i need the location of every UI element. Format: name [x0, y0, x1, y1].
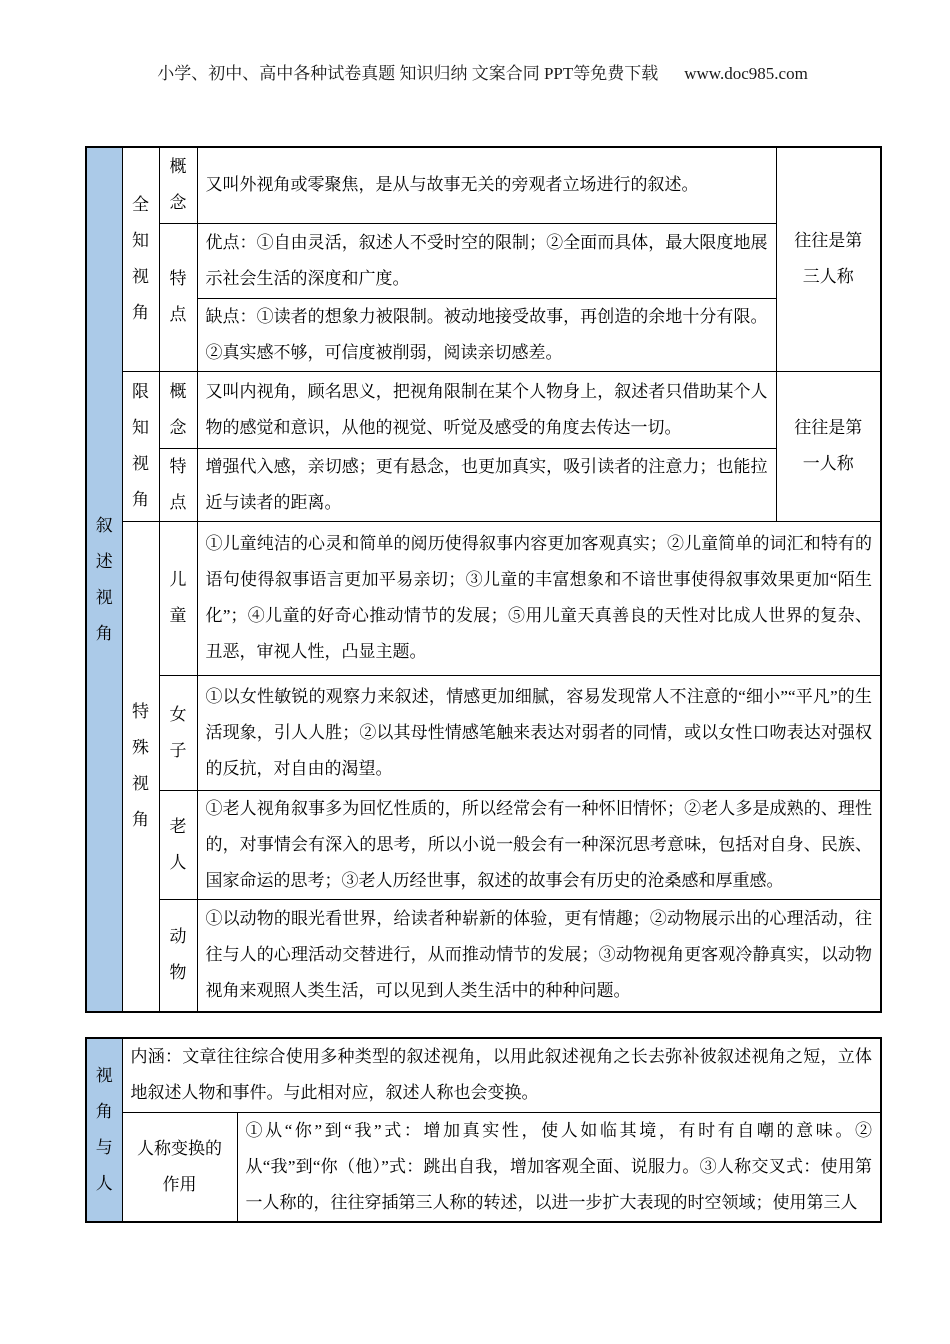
special-row-text-animal: ①以动物的眼光看世界，给读者种崭新的体验，更有情趣；②动物展示出的心理活动，往往与人的心理活动交替进行，从而推动情节的发展；③动物视角更客观冷静真实，以动物视角来观照人类生活，可以见到人类生活中的种种问题。: [197, 899, 881, 1012]
special-row-label-cell: [159, 521, 197, 675]
omniscient-section-cell: [122, 147, 159, 371]
special-row-label-elder: 老人: [169, 816, 187, 872]
omniscient-concept-label-cell: [159, 147, 197, 223]
side-header-label-perspective-person: 视角与人: [95, 1065, 113, 1193]
side-header-label: 叙述视角: [95, 515, 113, 643]
omniscient-concept-label: 概念: [169, 157, 187, 213]
page-header: [85, 64, 880, 84]
special-row-label-woman: 女子: [169, 704, 187, 760]
special-section-cell: [122, 521, 159, 1012]
limited-concept-label-cell: [159, 371, 197, 448]
omniscient-section-label: 全知视角: [132, 195, 149, 323]
connotation-text: 内涵：文章往往综合使用多种类型的叙述视角，以用此叙述视角之长去弥补彼叙述视角之短，立体地叙述人物和事件。与此相对应，叙述人称也会变换。: [122, 1038, 881, 1112]
special-section-label: 特殊视角: [132, 702, 149, 830]
person-change-text: ①从“你”到“我”式：增加真实性，使人如临其境，有时有自嘲的意味。②从“我”到“你（他）”式：跳出自我，增加客观全面、说服力。③人称交叉式：使用第一人称的，往往穿插第三人称的转述，以进一步扩大表现的时空领域；使用第三人: [237, 1112, 881, 1222]
limited-section-label: 限知视角: [132, 382, 149, 509]
limited-feature-text: 增强代入感，亲切感；更有悬念，也更加真实，吸引读者的注意力；也能拉近与读者的距离。: [197, 448, 776, 521]
special-row-label-cell: [159, 790, 197, 899]
limited-feature-label-cell: [159, 448, 197, 521]
omniscient-person-cell: [776, 147, 881, 371]
special-row-label-animal: 动物: [169, 927, 187, 983]
perspective-and-person-table: [85, 1037, 882, 1223]
limited-person-note: 往往是第一人称: [794, 418, 863, 473]
site-url[interactable]: www.doc985.com: [684, 64, 808, 83]
omniscient-person-note: 往往是第三人称: [794, 231, 863, 287]
limited-person-cell: [776, 371, 881, 521]
omniscient-feature-label: 特点: [169, 269, 187, 324]
side-header-cell-perspective-person: [86, 1038, 122, 1222]
side-header-cell-narrative-perspective: [86, 147, 122, 1012]
download-notice-text: 小学、初中、高中各种试卷真题 知识归纳 文案合同 PPT等免费下载: [157, 64, 659, 83]
special-row-text-elder: ①老人视角叙事多为回忆性质的，所以经常会有一种怀旧情怀；②老人多是成熟的、理性的，对事情会有深入的思考，所以小说一般会有一种深沉思考意味，包括对自身、民族、国家命运的思考；③老人历经世事，叙述的故事会有历史的沧桑感和厚重感。: [197, 790, 881, 899]
person-change-label-cell: [122, 1112, 237, 1222]
omniscient-concept-text: 又叫外视角或零聚焦，是从与故事无关的旁观者立场进行的叙述。: [197, 147, 776, 223]
special-row-label-cell: [159, 899, 197, 1012]
omniscient-feature-pros-text: 优点：①自由灵活，叙述人不受时空的限制；②全面而具体，最大限度地展示社会生活的深度和广度。: [197, 223, 776, 298]
limited-section-cell: [122, 371, 159, 521]
omniscient-feature-cons-text: 缺点：①读者的想象力被限制。被动地接受故事，再创造的余地十分有限。②真实感不够，可信度被削弱，阅读亲切感差。: [197, 298, 776, 371]
person-change-label: 人称变换的作用: [137, 1138, 222, 1194]
special-row-label-cell: [159, 675, 197, 790]
special-row-label-child: 儿童: [169, 570, 187, 625]
special-row-text-woman: ①以女性敏锐的观察力来叙述，情感更加细腻，容易发现常人不注意的“细小”“平凡”的生活现象，引人人胜；②以其母性情感笔触来表达对弱者的同情，或以女性口吻表达对强权的反抗，对自由的渴望。: [197, 675, 881, 790]
limited-concept-text: 又叫内视角，顾名思义，把视角限制在某个人物身上，叙述者只借助某个人物的感觉和意识，从他的视觉、听觉及感受的角度去传达一切。: [197, 371, 776, 448]
limited-concept-label: 概念: [169, 381, 187, 437]
special-row-text-child: ①儿童纯洁的心灵和简单的阅历使得叙事内容更加客观真实；②儿童简单的词汇和特有的语句使得叙事语言更加平易亲切；③儿童的丰富想象和不谙世事使得叙事效果更加“陌生化”；④儿童的好奇心推动情节的发展；⑤用儿童天真善良的天性对比成人世界的复杂、丑恶，审视人性，凸显主题。: [197, 521, 881, 675]
narrative-perspective-table: [85, 146, 882, 1013]
omniscient-feature-label-cell: [159, 223, 197, 371]
limited-feature-label: 特点: [169, 456, 187, 512]
